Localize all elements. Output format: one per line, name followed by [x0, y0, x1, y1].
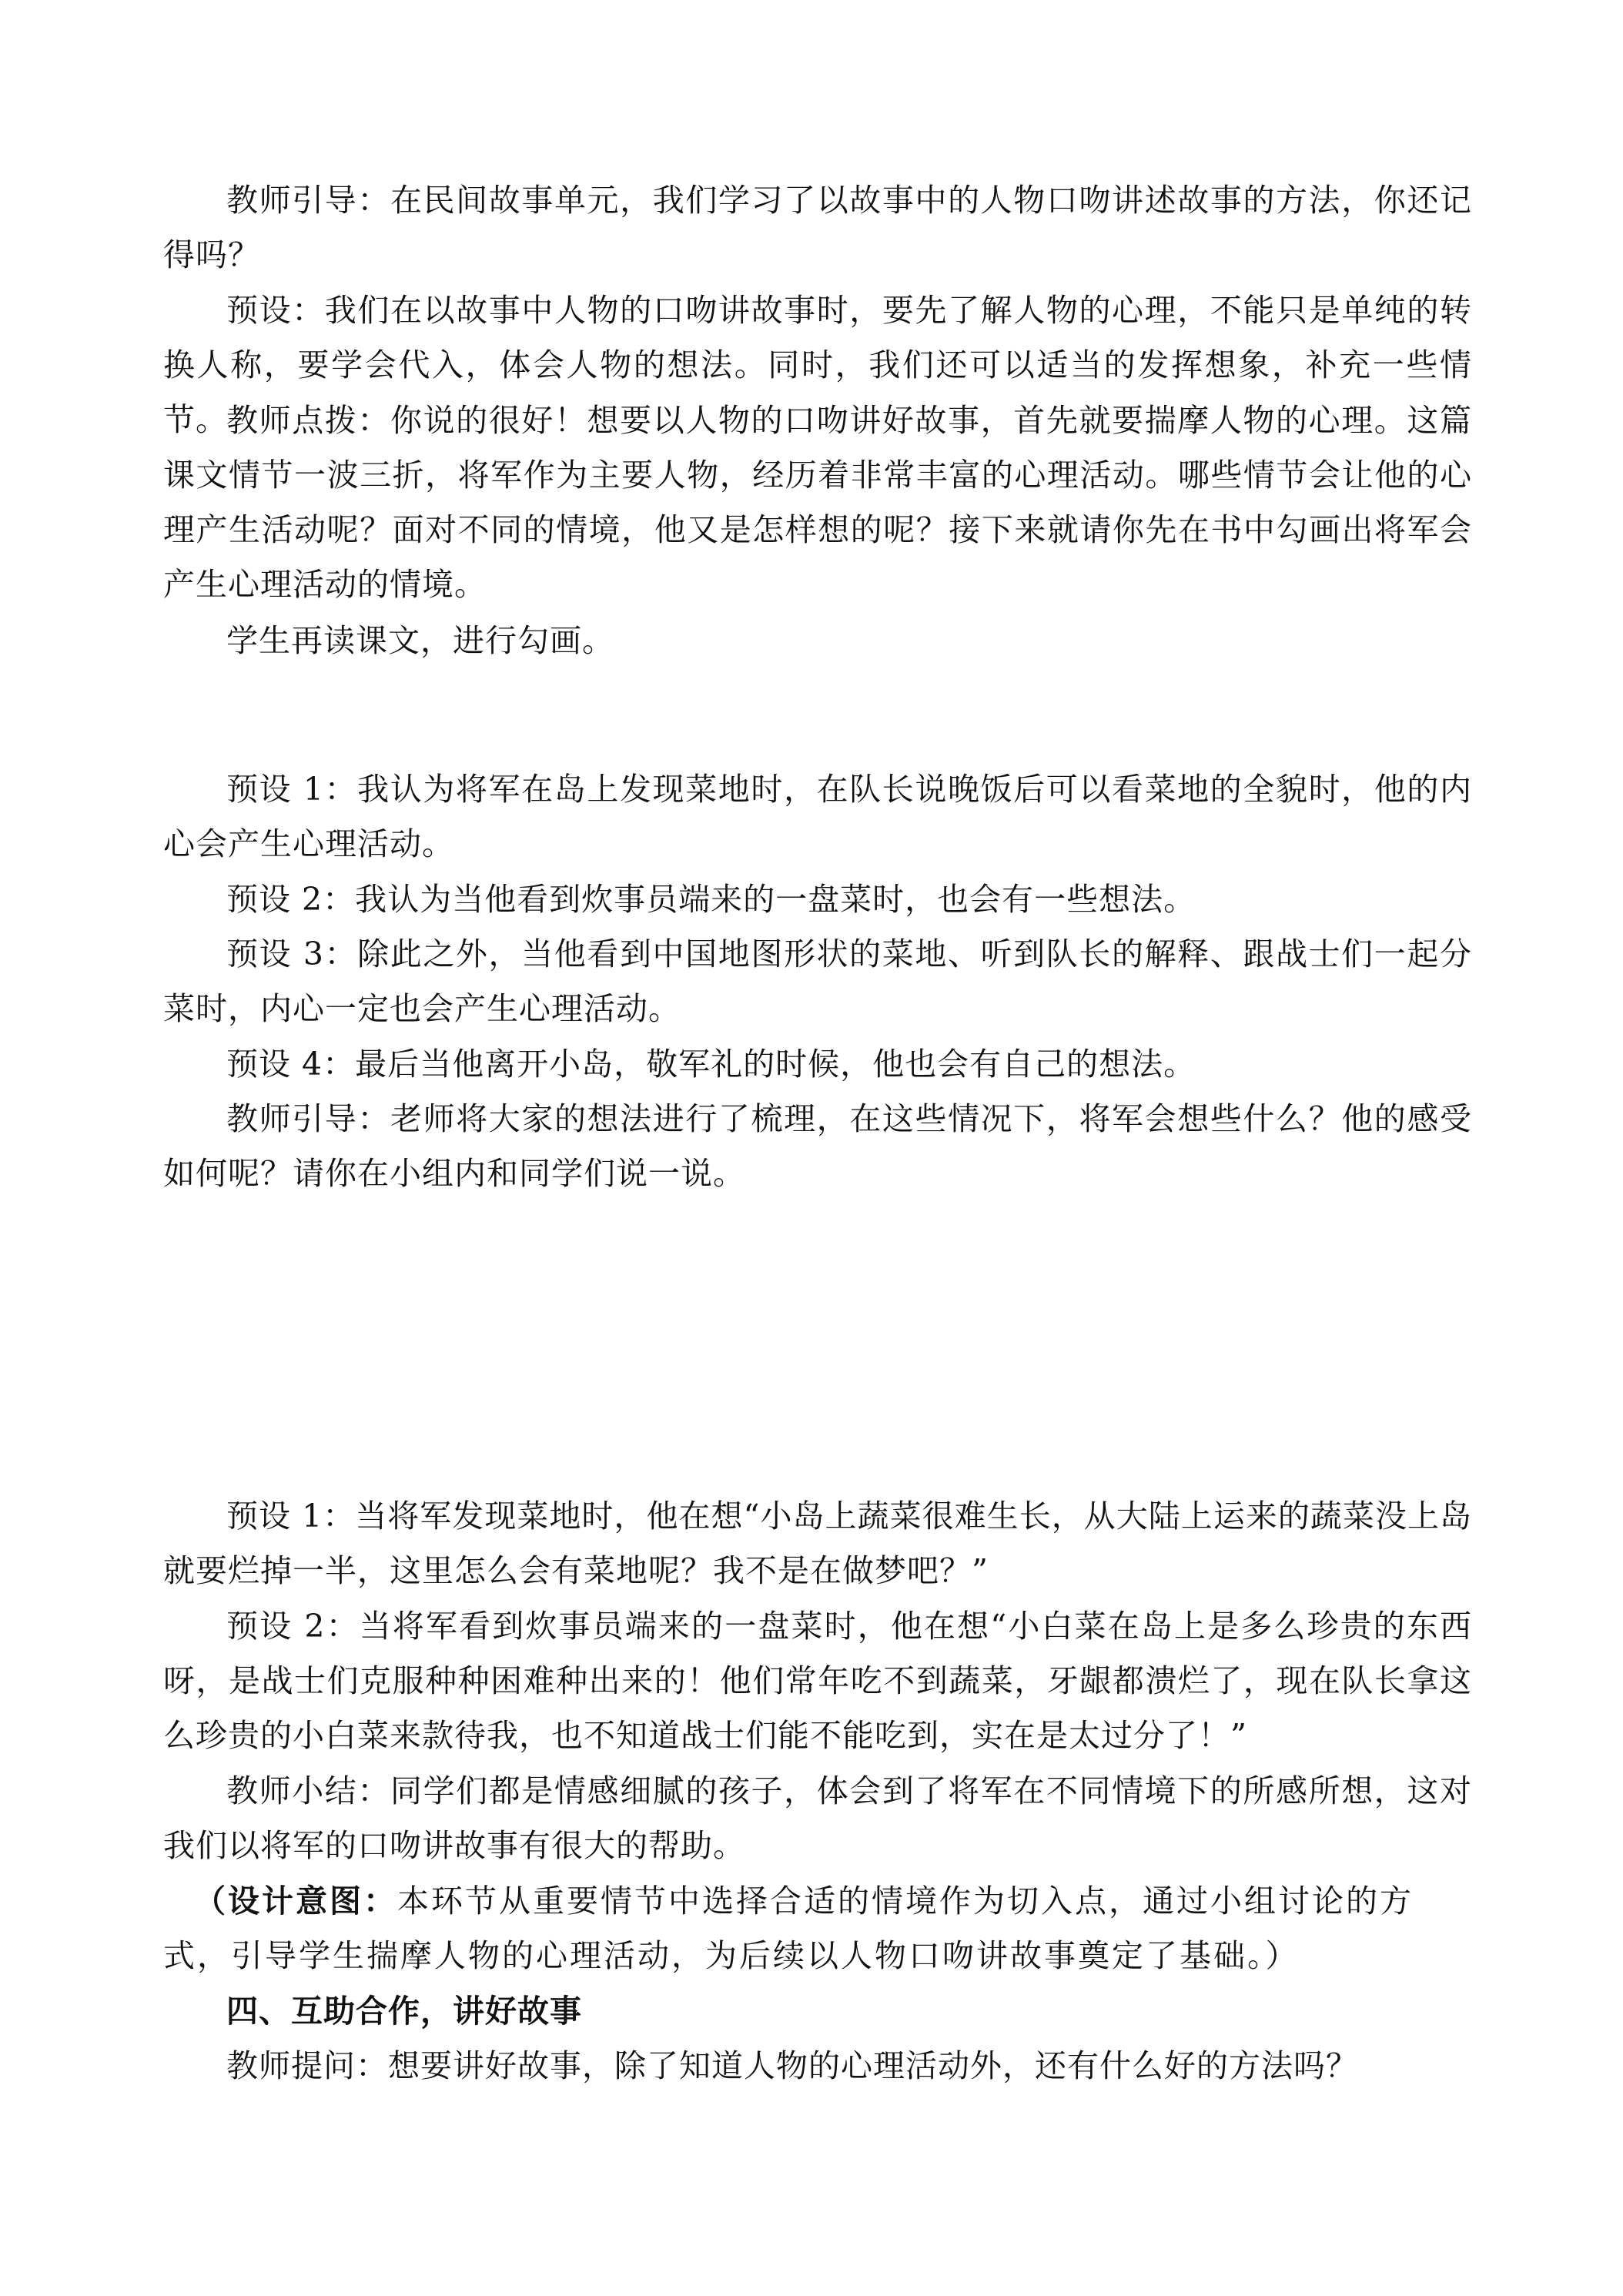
paragraph-teacher-question: 教师提问：想要讲好故事，除了知道人物的心理活动外，还有什么好的方法吗？ — [226, 2047, 1358, 2084]
paragraph-student-reread: 学生再读课文，进行勾画。 — [226, 622, 614, 659]
paragraph-preset-1a: 预设 1：我认为将军在岛上发现菜地时，在队长说晚饭后可以看菜地的全貌时，他的内心会产生心理活动。 — [163, 771, 1472, 862]
paragraph-preset-4: 预设 4：最后当他离开小岛，敬军礼的时候，他也会有自己的想法。 — [226, 1046, 1196, 1083]
design-intent-text: 本环节从重要情节中选择合适的情境作为切入点，通过小组讨论的方式，引导学生揣摩人物的心理活动，为后续以人物口吻讲故事奠定了基础。） — [163, 1883, 1414, 1974]
paragraph-preset-3: 预设 3：除此之外，当他看到中国地图形状的菜地、听到队长的解释、跟战士们一起分菜时，内心一定也会产生心理活动。 — [163, 935, 1472, 1027]
paragraph-preset: 预设：我们在以故事中人物的口吻讲故事时，要先了解人物的心理，不能只是单纯的转换人称，要学会代入，体会人物的想法。同时，我们还可以适当的发挥想象，补充一些情节。 — [163, 292, 1472, 438]
paragraph-preset-2b: 预设 2：当将军看到炊事员端来的一盘菜时，他在想“小白菜在岛上是多么珍贵的东西呀，是战士们克服种种困难种出来的！他们常年吃不到蔬菜，牙龈都溃烂了，现在队长拿这么珍贵的小白菜来款待我，也不知道战士们能不能吃到，实在是太过分了！” — [163, 1608, 1472, 1754]
design-intent-note — [163, 1874, 1472, 1983]
paragraph-teacher-guide-2: 教师引导：老师将大家的想法进行了梳理，在这些情况下，将军会想些什么？他的感受如何呢？请你在小组内和同学们说一说。 — [163, 1100, 1472, 1192]
paragraph-preset-2a: 预设 2：我认为当他看到炊事员端来的一盘菜时，也会有一些想法。 — [226, 881, 1196, 918]
paragraph-teacher-guide-1: 教师引导：在民间故事单元，我们学习了以故事中的人物口吻讲述故事的方法，你还记得吗？ — [163, 182, 1472, 273]
paragraph-preset-1b: 预设 1：当将军发现菜地时，他在想“小岛上蔬菜很难生长，从大陆上运来的蔬菜没上岛就要烂掉一半，这里怎么会有菜地呢？我不是在做梦吧？” — [163, 1498, 1472, 1589]
paragraph-teacher-summary: 教师小结：同学们都是情感细腻的孩子，体会到了将军在不同情境下的所感所想，这对我们以将军的口吻讲故事有很大的帮助。 — [163, 1772, 1472, 1864]
section-heading: 四、互助合作，讲好故事 — [226, 1993, 582, 2030]
paragraph-teacher-hint: 教师点拨：你说的很好！想要以人物的口吻讲好故事，首先就要揣摩人物的心理。这篇课文情节一波三折，将军作为主要人物，经历着非常丰富的心理活动。哪些情节会让他的心理产生活动呢？面对不同的情境，他又是怎样想的呢？接下来就请你先在书中勾画出将军会产生心理活动的情境。 — [163, 402, 1472, 603]
design-intent-label: （设计意图： — [194, 1883, 397, 1919]
